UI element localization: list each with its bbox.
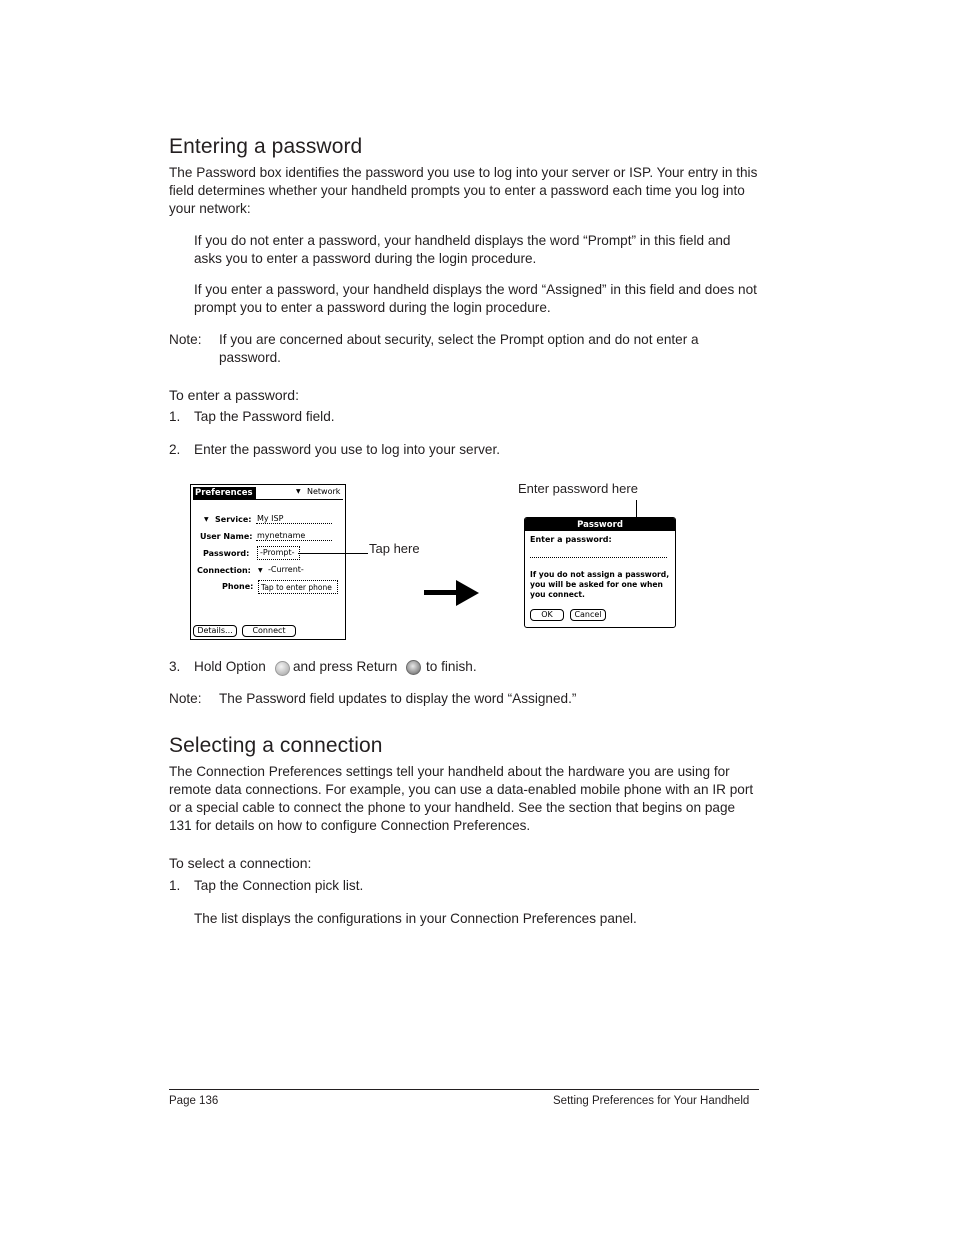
step-text: Tap the Password field. [194, 409, 335, 424]
step-number: 2. [169, 442, 181, 457]
screen-title: Preferences [195, 488, 253, 498]
connection-picker[interactable]: -Current- [268, 565, 304, 574]
ok-button[interactable]: OK [530, 609, 564, 621]
indented-paragraph-prompt: If you do not enter a password, your handheld displays the word “Prompt” in this field and asks you to enter a password during the login procedure. [194, 233, 731, 266]
phone-label: Phone: [222, 582, 254, 591]
step-text-finish: to finish. [426, 659, 477, 674]
password-value[interactable]: -Prompt- [260, 548, 295, 557]
chapter-title: Setting Preferences for Your Handheld [553, 1095, 750, 1107]
triangle-down-icon: ▼ [258, 567, 263, 574]
step-detail-text: The list displays the configurations in your Connection Preferences panel. [194, 911, 637, 926]
step-number: 1. [169, 878, 181, 893]
intro-paragraph: The Connection Preferences settings tell your handheld about the hardware you are using for remote data connections. For example, you can use a data-enabled mobile phone with an IR port or a special cable to connect the phone to your handheld. See the section that begins on page 131 for details on how to configure Connection Preferences. [169, 764, 754, 833]
service-value[interactable]: My ISP [257, 514, 284, 523]
username-underline [256, 540, 332, 541]
preferences-screen [190, 484, 346, 640]
service-label: Service: [215, 515, 252, 524]
category-picker[interactable]: Network [307, 487, 341, 496]
option-key-icon [275, 661, 290, 676]
dialog-title: Password [577, 520, 623, 530]
note-label: Note: [169, 691, 202, 706]
connect-button[interactable]: Connect [242, 625, 296, 637]
step-number: 1. [169, 409, 181, 424]
phone-value[interactable]: Tap to enter phone [261, 583, 332, 592]
callout-tap-here: Tap here [369, 541, 420, 556]
dialog-prompt: Enter a password: [530, 535, 612, 544]
title-underline [193, 499, 343, 500]
step-text: Tap the Connection pick list. [194, 878, 364, 893]
footer-rule [169, 1089, 759, 1090]
username-value[interactable]: mynetname [257, 531, 306, 540]
page-number: Page 136 [169, 1095, 219, 1107]
triangle-down-icon: ▼ [204, 516, 209, 523]
step-text: Enter the password you use to log into your server. [194, 442, 501, 457]
note-text: If you are concerned about security, select the Prompt option and do not enter a password. [219, 332, 699, 365]
dialog-message: If you do not assign a password, you will be asked for one when you connect. [530, 570, 670, 599]
procedure-heading: To select a connection: [169, 855, 312, 871]
details-button[interactable]: Details... [193, 625, 237, 637]
connection-label: Connection: [197, 566, 251, 575]
note-text: The Password field updates to display the word “Assigned.” [219, 691, 577, 706]
password-entry-line[interactable] [530, 557, 667, 558]
section-heading-entering-password: Entering a password [169, 135, 363, 158]
callout-line [298, 553, 368, 554]
step-text-hold: Hold Option [194, 659, 266, 674]
password-label: Password: [203, 549, 250, 558]
username-label: User Name: [200, 532, 253, 541]
triangle-down-icon: ▼ [296, 488, 301, 495]
step-number: 3. [169, 659, 181, 674]
step-text-press: and press Return [293, 659, 398, 674]
password-dialog [524, 517, 676, 628]
callout-enter-password: Enter password here [518, 481, 638, 496]
return-key-icon [406, 660, 421, 675]
right-arrow-icon [424, 579, 480, 607]
intro-paragraph: The Password box identifies the password you use to log into your server or ISP. Your entry in this field determines whether your handheld prompts you to enter a password each time you log into your network: [169, 165, 758, 216]
cancel-button[interactable]: Cancel [570, 609, 606, 621]
indented-paragraph-assigned: If you enter a password, your handheld displays the word “Assigned” in this field and does not prompt you to enter a password during the login procedure. [194, 282, 757, 315]
procedure-heading: To enter a password: [169, 387, 299, 403]
service-underline [256, 523, 332, 524]
note-label: Note: [169, 332, 202, 347]
section-heading-selecting-connection: Selecting a connection [169, 734, 383, 757]
